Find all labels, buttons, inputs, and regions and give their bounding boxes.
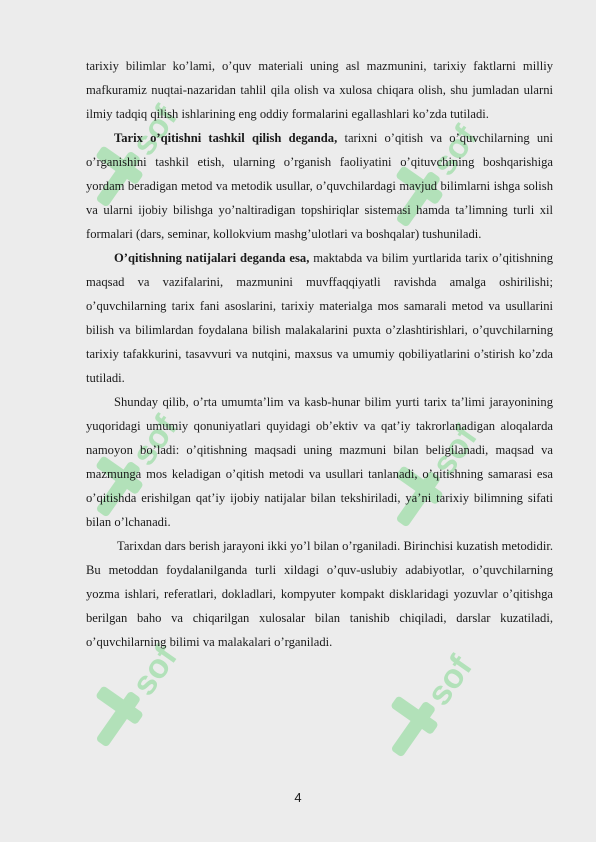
watermark-text: sof	[424, 418, 485, 483]
paragraph-1-text: tarixiy bilimlar ko’lami, o’quv materiali uning asl mazmunini, tarixiy faktlarni milliy mafkuramiz nuqtai-nazaridan tahlil qila olish va xulosa chiqara olish, shu jumladan ularni ilmiy tadqiq qilish ishlarining eng oddiy formalarini egallashlari ko’zda tutiladi.	[86, 59, 553, 121]
paragraph-5-text: Tarixdan dars berish jarayoni ikki yo’l bilan o’rganiladi. Birinchisi kuzatish metodidir. Bu metoddan foydalanilganda turli xildagi o’quv-uslubiy adabiyotlar, o’quvchilarning yozma ishlari, referatlari, dokladlari, kompyuter kompakt disklaridagi yozuvlar o’qitishga berilgan baho va chiqarilgan xulosalar bilan tanishib chiqiladi, darslar kuzatiladi, o’quvchilarning bilimi va malakalari o’rganiladi.	[86, 539, 553, 649]
paragraph-1	[86, 54, 553, 126]
watermark-text: sof	[124, 98, 185, 163]
paragraph-4-text: Shunday qilib, o’rta umumta’lim va kasb-hunar bilim yurti tarix ta’limi jarayonining yuqoridagi umumiy qonuniyatlari quyidagi ob’ektiv va qat’iy takrorlanadigan aloqalarda namoyon bo’ladi: o’qitishning maqsadi uning mazmuni bilan beligilanadi, maqsad va mazmunga mos keladigan o’qitish metodi va usullari tanlanadi, o’qitishning samarasi esa o’qitishda erishilgan qat’iy ijobiy natijalar bilan tekshiriladi, ya’ni tarixiy bilimning sifati bilan o’lchanadi.	[86, 395, 553, 529]
watermark-text: sof	[124, 638, 185, 703]
paragraph-4	[86, 390, 553, 534]
paragraph-2-lead: Tarix o’qitishni tashkil qilish deganda,	[114, 131, 338, 145]
watermark-text: sof	[424, 118, 485, 183]
paragraph-3-text: maktabda va bilim yurtlarida tarix o’qitishning maqsad va vazifalarini, mazmunini muvffaqqiyatli ravishda amalga oshirilishi; o’quvchilarning tarix fani asoslarini, tarixiy materialga mos samarali metod va usullarini bilish va bilimlardan foydalana bilish malakalarini puxta o’zlashtirishlari, o’quvchilarning tarixiy tafakkurini, tasavvuri va nutqini, maxsus va umumiy qobiliyatlarini o’stirish ko’zda tutiladi.	[86, 251, 554, 385]
page-number: 4	[294, 790, 302, 805]
body-text	[86, 54, 553, 654]
paragraph-2-text: tarixni o’qitish va o’quvchilarning uni o’rganishini tashkil etish, ularning o’rganish faoliyatini o’qituvchining boshqarishiga yordam beradigan metod va metodik usullar, o’quvchilardagi mavjud bilimlarni ishga solish va ularni ijobiy bilishga yo’naltiradigan topshiriqlar sistemasi hamda ta’limning turli xil formalari (dars, seminar, kollokvium mashg’ulotlari va boshqalar) tushuniladi.	[86, 131, 553, 241]
paragraph-2	[86, 126, 553, 246]
paragraph-3-lead: O’qitishning natijalari deganda esa,	[114, 251, 310, 265]
paragraph-3	[86, 246, 553, 390]
paragraph-5	[86, 534, 553, 654]
watermark-text: sof	[419, 648, 480, 713]
watermark-text: sof	[124, 408, 185, 473]
